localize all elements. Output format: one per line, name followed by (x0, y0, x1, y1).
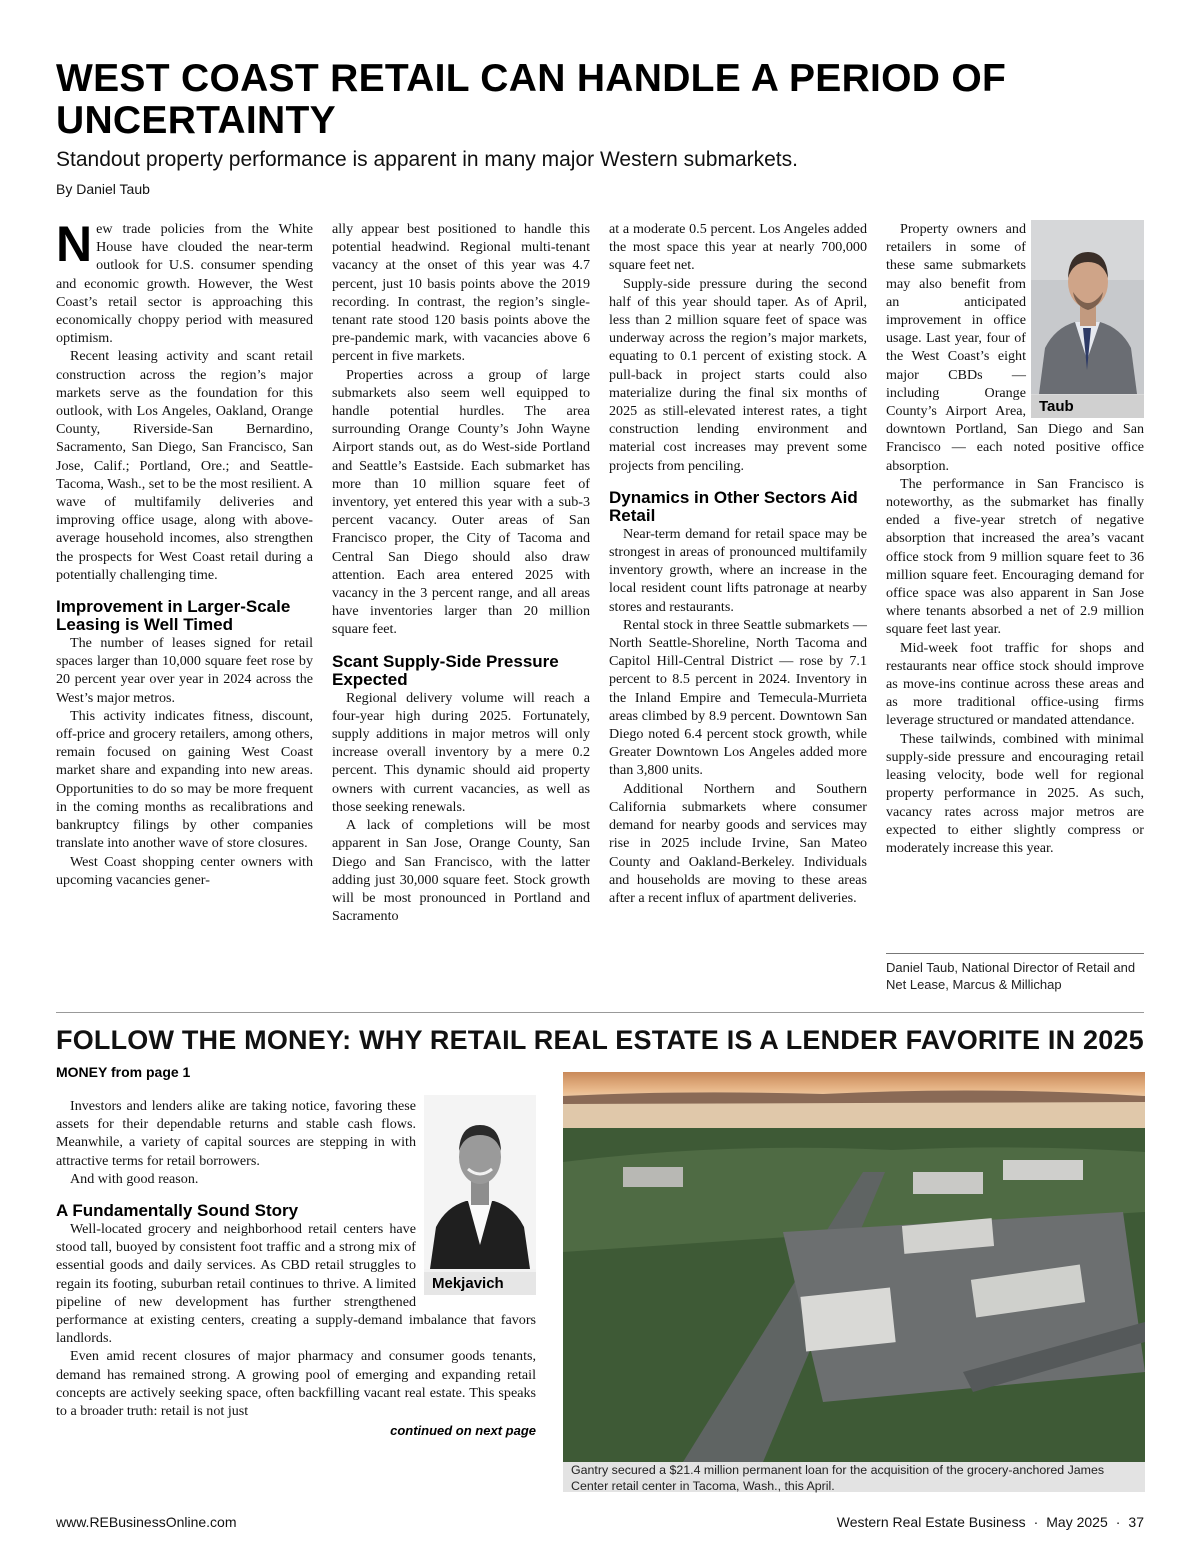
paragraph: New trade policies from the White House have clouded the near-term outlook for U.S. consumer spending and economic growth. However, the West Coast’s retail sector is approaching this economically choppy period with measured optimism. (56, 220, 313, 347)
photo-caption: Mekjavich (424, 1272, 536, 1295)
paragraph: Mid-week foot traffic for shops and restaurants near office stock should improve as move-ins continue across these areas and as more traditional office-using firms leverage structured or mandated attendance. (886, 639, 1144, 729)
paragraph: ally appear best positioned to handle this potential headwind. Regional multi-tenant vacancy at the onset of this year was 4.7 percent, just 10 basis points above the 2019 recording. In contrast, the region’s single-tenant rate stood 120 basis points above the pre-pandemic mark, with vacancies above 6 percent in five markets. (332, 221, 590, 365)
paragraph: Investors and lenders alike are taking notice, favoring these assets for their dependable returns and stable cash flows. Meanwhile, a variety of capital sources are stepping in with attractive terms for retail borrowers. (56, 1098, 416, 1169)
paragraph: Additional Northern and Southern California submarkets where consumer demand for nearby goods and services may rise in 2025 include Irvine, San Mateo County and Oakland-Berkeley. Individuals and households are moving to these areas after a recent influx of apartment deliveries. (609, 780, 867, 906)
paragraph: The number of leases signed for retail spaces larger than 10,000 square feet rose by 20 percent year over year in 2024 across the West’s major metros. (56, 635, 313, 706)
byline: By Daniel Taub (56, 181, 150, 197)
author-headshot-photo (1031, 220, 1144, 418)
paragraph: And with good reason. (70, 1170, 199, 1187)
aerial-photo (563, 1072, 1145, 1462)
publication-name: Western Real Estate Business (836, 1514, 1026, 1530)
article-column-2 (332, 220, 590, 1000)
paragraph: Supply-side pressure during the second half of this year should taper. As of April, less than 2 million square feet of space was underway across the region’s major markets, equating to 0.1 percent of existing stock. A pull-back in project starts could also materialize during the final six months of 2025 as still-elevated interest rates, a tight construction lending environment and material cost increases may prevent some projects from penciling. (609, 275, 867, 474)
jump-line: MONEY from page 1 (56, 1064, 191, 1080)
separator: · (1115, 1514, 1121, 1530)
paragraph: Even amid recent closures of major pharmacy and consumer goods tenants, demand has remained strong. A growing pool of emerging and expanding retail concepts are actively seeking space, often backfilling vacant real estate. This speaks to a broader truth: retail is not just (56, 1348, 536, 1420)
issue-date: May 2025 (1046, 1514, 1108, 1530)
article-column-1 (56, 220, 313, 1000)
separator: · (1033, 1514, 1039, 1530)
paragraph: at a moderate 0.5 percent. Los Angeles added the most space this year at nearly 700,000 square feet net. (609, 221, 867, 274)
footer-website-link[interactable]: www.REBusinessOnline.com (56, 1514, 237, 1530)
paragraph: Property owners and retailers in some of these same submarkets may also benefit from an anticipated improvement in office usage. Last year, four of the West Coast’s eight major CBDs — including Orange County’s Airport Area, downtown Portland, San Diego and San Francisco — each noted positive office absorption. (886, 221, 1144, 474)
paragraph: Properties across a group of large submarkets also seem well equipped to handle potential hurdles. The area surrounding Orange County’s John Wayne Airport stands out, as do West-side Portland and Seattle’s Eastside. Each submarket has more than 10 million square feet of inventory, yet entered this year with a sub-3 percent vacancy. Outer areas of San Francisco proper, the City of Tacoma and Central San Diego should also draw attention. Each area entered 2025 with vacancy in the 3 percent range, and all areas have inventories larger than 20 million square feet. (332, 366, 590, 638)
portrait-illustration (1031, 220, 1144, 394)
section-heading: A Fundamentally Sound Story (56, 1201, 299, 1221)
article-column-3 (609, 220, 867, 1000)
paragraph: Near-term demand for retail space may be strongest in areas of pronounced multifamily inventory growth, where an increase in the local resident count lifts patronage at nearby stores and restaurants. (609, 525, 867, 615)
paragraph: Rental stock in three Seattle submarkets — North Seattle-Shoreline, North Tacoma and Capitol Hill-Central District — rose by 7.1 percent to 8.5 percent in 2024. Inventory in the Inland Empire and Temecula-Murrieta areas climbed by 8.9 percent. Downtown San Diego noted 6.4 percent stock growth, while Greater Downtown Los Angeles added more than 3,800 units. (609, 616, 867, 779)
subheadline: Standout property performance is apparent in many major Western submarkets. (56, 148, 798, 171)
author-bio: Daniel Taub, National Director of Retail and Net Lease, Marcus & Millichap (886, 960, 1136, 992)
section-divider (56, 1012, 1144, 1013)
section-heading: Scant Supply-Side Pressure Expected (332, 651, 559, 689)
paragraph: This activity indicates fitness, discount, off-price and grocery retailers, among others, remain focused on gaining West Coast market share and expanding into new areas. Opportunities to do so may be more frequent in the coming months as recalibrations and bankruptcy filings by other companies translate into another wave of store closures. (56, 707, 313, 852)
paragraph: Regional delivery volume will reach a four-year high during 2025. Fortunately, supply additions in major metros will only increase overall inventory by a mere 0.2 percent. This dynamic should aid property owners with current vacancies, as well as those seeking renewals. (332, 689, 590, 815)
photo-caption: Taub (1031, 395, 1144, 418)
continued-line: continued on next page (390, 1423, 536, 1438)
portrait-illustration (424, 1095, 536, 1269)
section-heading: Dynamics in Other Sectors Aid Retail (609, 487, 858, 525)
paragraph: A lack of completions will be most apparent in San Jose, Orange County, San Diego and San Francisco, with the latter adding just 30,000 square feet. Stock growth will be most pronounced in Portland and Sacramento (332, 817, 590, 925)
headline: WEST COAST RETAIL CAN HANDLE A PERIOD OF UNCERTAINTY (56, 57, 1007, 142)
paragraph: Recent leasing activity and scant retail construction across the region’s major markets serve as the foundation for this outlook, with Los Angeles, Oakland, Orange County, Riverside-San Bernardino, Sacramento, San Diego, San Francisco, San Jose, Calif.; Portland, Ore.; and Seattle-Tacoma, Wash., set to be the most resilient. A wave of multifamily deliveries and improving office usage, along with above-average household incomes, also strengthen the prospects for West Coast retail during a potentially challenging time. (56, 348, 313, 583)
footer-publication-info (700, 1514, 1144, 1530)
paragraph: West Coast shopping center owners with upcoming vacancies gener- (56, 853, 313, 888)
page-number: 37 (1128, 1514, 1144, 1530)
paragraph: The performance in San Francisco is noteworthy, as the submarket has finally ended a five-year stretch of negative absorption that increased the area’s vacant office stock from 9 million square feet to 36 million square feet. Encouraging demand for office space was also apparent in San Jose where tenants absorbed a net of 2.9 million square feet last year. (886, 475, 1144, 638)
headshot-photo (424, 1095, 536, 1295)
headline: FOLLOW THE MONEY: WHY RETAIL REAL ESTATE IS A LENDER FAVORITE IN 2025 (56, 1025, 1144, 1055)
photo-caption: Gantry secured a $21.4 million permanent loan for the acquisition of the grocery-anchored James Center retail center in Tacoma, Wash., this April. (563, 1462, 1145, 1492)
section-heading: Improvement in Larger-Scale Leasing is Well Timed (56, 597, 291, 635)
paragraph: Well-located grocery and neighborhood retail centers have stood tall, buoyed by consistent foot traffic and a strong mix of essential goods and daily services. As CBD retail struggles to regain its footing, suburban retail continues to thrive. A limited pipeline of new development has further strengthened performance at existing centers, creating a supply-demand imbalance that favors landlords. (56, 1221, 536, 1347)
paragraph: These tailwinds, combined with minimal supply-side pressure and encouraging retail leasing velocity, bode well for regional property performance in 2025. As such, vacancy rates across major metros are expected to either slightly compress or moderately increase this year. (886, 730, 1144, 856)
aerial-photo-illustration (563, 1072, 1145, 1462)
dropcap: N (56, 220, 93, 272)
divider (886, 953, 1144, 954)
